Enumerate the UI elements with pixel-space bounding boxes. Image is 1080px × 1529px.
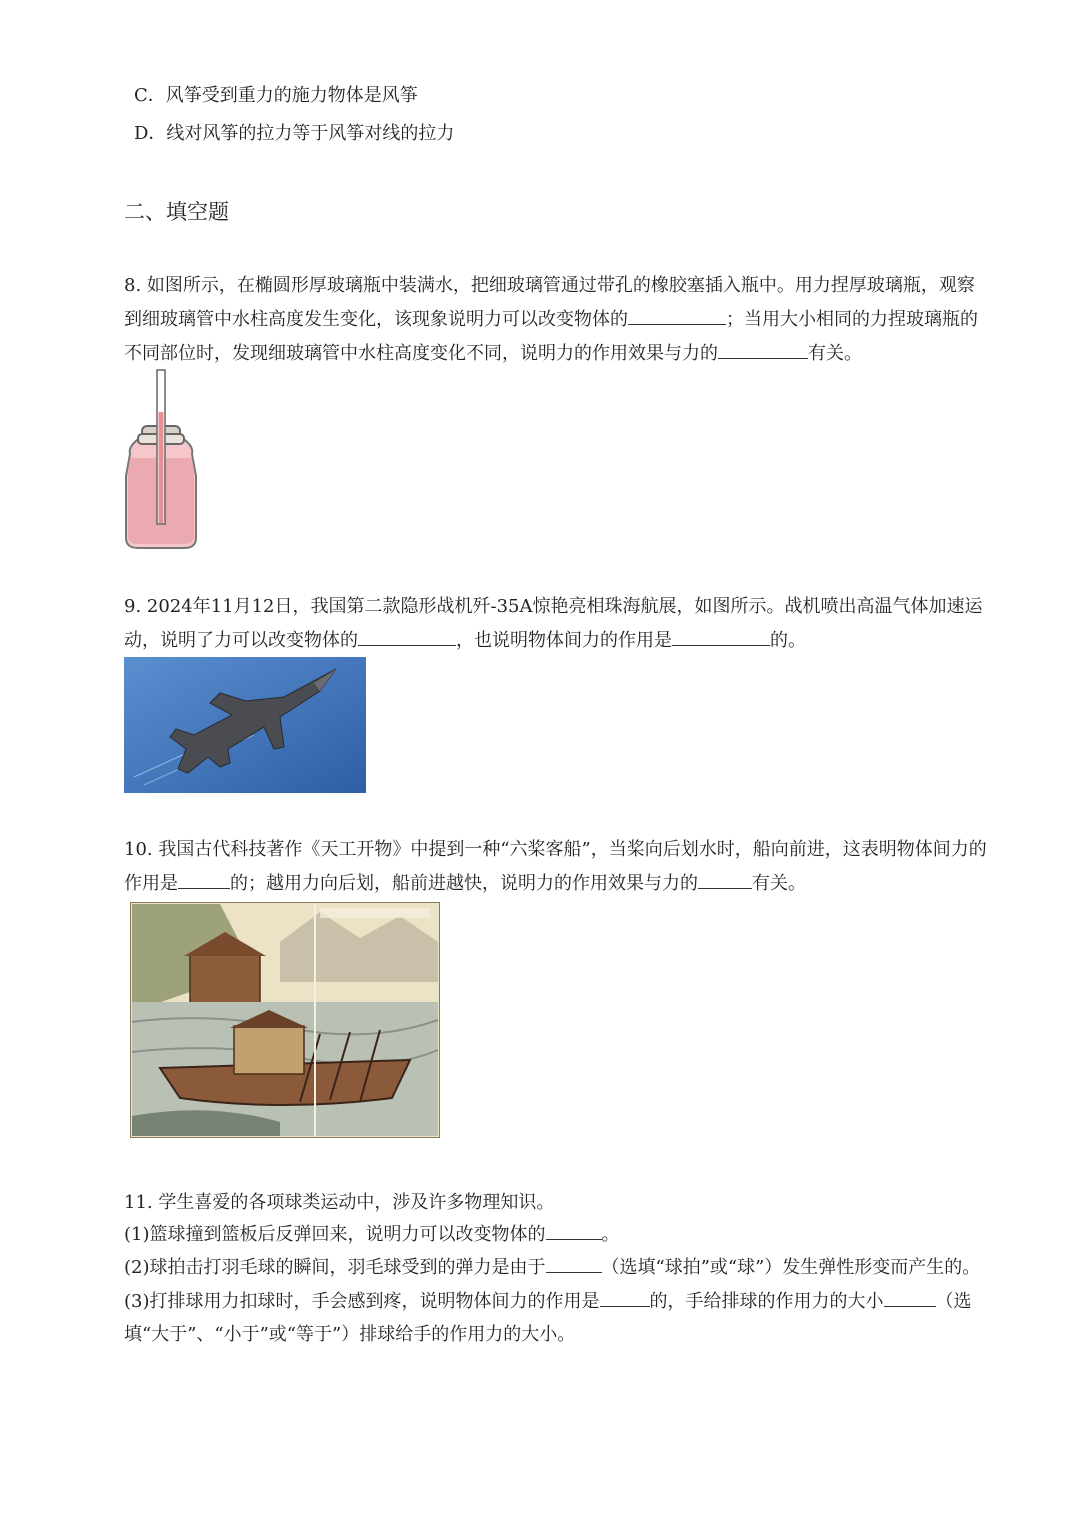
q8-line3: 不同部位时，发现细玻璃管中水柱高度变化不同，说明力的作用效果与力的 有关。 — [124, 337, 862, 371]
q10-line2: 作用是 的；越用力向后划，船前进越快，说明力的作用效果与力的 有关。 — [124, 867, 806, 901]
answer-blank[interactable] — [546, 1252, 602, 1273]
glass-bottle-figure — [118, 366, 204, 554]
option-d: D．线对风筝的拉力等于风筝对线的拉力 — [134, 123, 455, 144]
answer-blank[interactable] — [628, 304, 726, 325]
option-c: C．风筝受到重力的施力物体是风筝 — [134, 85, 418, 106]
q11-stem: 11. 学生喜爱的各项球类运动中，涉及许多物理知识。 — [124, 1192, 555, 1213]
answer-blank[interactable] — [884, 1286, 936, 1307]
answer-blank[interactable] — [698, 868, 752, 889]
q11-part3-cont: 填“大于”、“小于”或“等于”）排球给手的作用力的大小。 — [124, 1324, 576, 1345]
answer-blank[interactable] — [546, 1219, 602, 1240]
section-title: 二、填空题 — [124, 200, 229, 224]
q8-line1: 8. 如图所示，在椭圆形厚玻璃瓶中装满水，把细玻璃管通过带孔的橡胶塞插入瓶中。用力捏厚玻璃瓶，观察 — [124, 275, 975, 296]
q9-line2: 动，说明了力可以改变物体的 ，也说明物体间力的作用是 的。 — [124, 624, 806, 658]
fighter-jet-photo — [124, 657, 366, 793]
answer-blank[interactable] — [672, 625, 770, 646]
q11-part1: (1)篮球撞到篮板后反弹回来，说明力可以改变物体的 。 — [124, 1218, 620, 1252]
q11-part2: (2)球拍击打羽毛球的瞬间，羽毛球受到的弹力是由于 （选填“球拍”或“球”）发生弹性形变而产生的。 — [124, 1251, 980, 1285]
answer-blank[interactable] — [718, 338, 808, 359]
answer-blank[interactable] — [178, 868, 230, 889]
six-oar-boat-illustration — [130, 902, 440, 1138]
answer-blank[interactable] — [358, 625, 456, 646]
q8-line2: 到细玻璃管中水柱高度发生变化，该现象说明力可以改变物体的 ；当用大小相同的力捏玻璃瓶的 — [124, 303, 978, 337]
q9-line1: 9. 2024年11月12日，我国第二款隐形战机歼-35A惊艳亮相珠海航展，如图所示。战机喷出高温气体加速运 — [124, 596, 983, 617]
q11-part3: (3)打排球用力扣球时，手会感到疼，说明物体间力的作用是 的，手给排球的作用力的大小 （选 — [124, 1285, 972, 1319]
q10-line1: 10. 我国古代科技著作《天工开物》中提到一种“六桨客船”，当桨向后划水时，船向前进，这表明物体间力的 — [124, 839, 987, 860]
answer-blank[interactable] — [600, 1286, 650, 1307]
